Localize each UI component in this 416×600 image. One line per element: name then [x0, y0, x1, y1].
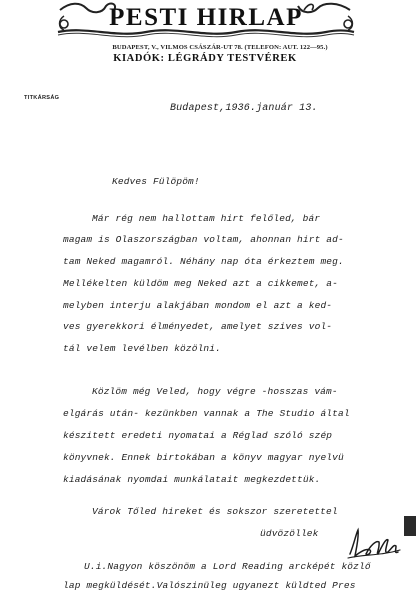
closing-greeting: üdvözöllek [260, 528, 319, 539]
page-edge-mark [404, 516, 416, 536]
body-line: melyben interju alakjában mondom el azt a ked- [63, 300, 333, 311]
body-line: tam Neked magamról. Néhány nap óta érkeztem meg. [63, 256, 344, 267]
body-line: ves gyerekkori élményedet, amelyet szives vol- [63, 321, 333, 332]
postscript-line: U.i.Nagyon köszönöm a Lord Reading arcképét közlő [84, 561, 371, 572]
body-line: Közlöm még Veled, hogy végre -hosszas vám- [92, 386, 338, 397]
body-line: magam is Olaszországban voltam, ahonnan hirt ad- [63, 234, 344, 245]
body-line: könyvnek. Ennek birtokában a könyv magyar nyelvü [63, 452, 344, 463]
body-line: kiadásának nyomdai munkálatait megkezdettük. [63, 474, 321, 485]
letter-date: Budapest,1936.január 13. [170, 103, 318, 114]
department-label: TITKÁRSÁG [24, 95, 60, 101]
letterhead-address: BUDAPEST, V., VILMOS CSÁSZÁR-UT 78. (TELEFON: AUT. 122—95.) [112, 44, 328, 51]
body-line: Mellékelten küldöm meg Neked azt a cikkemet, a- [63, 278, 338, 289]
handwritten-signature [346, 524, 402, 562]
masthead [56, 2, 356, 38]
body-line: tál velem levélben közölni. [63, 343, 221, 354]
letterhead-publisher: KIADÓK: LÉGRÁDY TESTVÉREK [113, 53, 297, 64]
salutation: Kedves Fülöpöm! [112, 176, 200, 187]
newspaper-title: PESTI HIRLAP [109, 4, 303, 31]
closing-line: Várok Tőled hireket és sokszor szeretettel [92, 506, 338, 517]
postscript-line: lap megküldését.Valószinüleg ugyanezt küldted Pres [63, 580, 356, 591]
body-line: készitett eredeti nyomatai a Réglad szóló szép [63, 430, 333, 441]
body-line: elgárás után- kezünkben vannak a The Studio által [63, 408, 350, 419]
body-line: Már rég nem hallottam hirt felőled, bár [92, 213, 321, 224]
